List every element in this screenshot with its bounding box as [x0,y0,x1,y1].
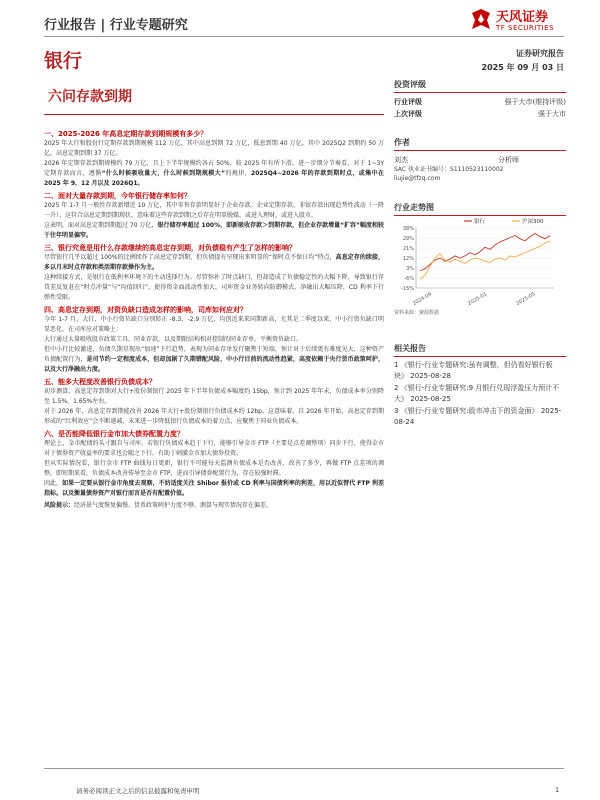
author-name: 刘杰 [394,156,408,164]
trend-chart-svg [394,216,566,308]
related-heading: 相关报告 [394,340,566,357]
y-tick-label: 29% [402,236,414,242]
text-run: 理论上，金市配债的头寸跟自与司库。若银行负债成本趋于下行，能够引导金市 FTP（主要是点差调整项）同步下行，使得金市对于债券资产收益率的要求也会随之下行，有助于刺激金市加大债券投资。 [44,440,384,457]
author-block [394,155,566,183]
bold-text-run: 银行储存率超过 100%，即新吸收存款＞到期存款，但企业存款增量“扩容”幅度相较于往年明显偏窄。 [44,222,385,239]
industry-title: 银行 [44,50,83,72]
section-heading: 六、是否能降低银行金市加大债券配置力度？ [44,430,184,438]
body-paragraph [44,479,384,499]
chart-source: 资料来源：聚源数据 [394,310,440,316]
series-line-bank [420,233,550,271]
body-paragraph [44,335,384,345]
footer-divider [44,768,564,769]
section-heading: 二、面对大量存款到期，今年银行储存率如何？ [44,192,191,200]
section-heading: 一、2025-2026 年高息定期存款到期规模有多少？ [44,130,208,138]
report-section [44,305,384,375]
logo-subtitle: TF SECURITIES [496,24,555,32]
footer-disclaimer: 请务必阅读正文之后的信息披露和免责申明 [76,787,200,795]
main-column [44,76,384,511]
text-run: 今年 1-7 月，大行、中小行资负缺口分别转正 -8.3、-2.9 万亿，均创近来来同期新高，尤其是二季度以来，中小行资负缺口明显恶化，在司库应对策略上： [44,316,384,333]
text-run: 但从实际情况看，银行金市 FTP 曲线每日更新，银行不可能每天监测负债成本是否改善、改善了多少，再做 FTP 点差项的调整。即短期来看，负债成本改善传导至金市 FTP，进而引导债券配置行为，存在较强时滞。 [44,460,384,477]
body-paragraph [44,253,384,273]
report-body [44,129,384,499]
author-email[interactable]: liujie@tfzq.com [394,175,441,182]
text-run: 尽管银行几乎以超过 100%的比例续作了高息定存到期，但负债提有呈现出来明显的“保时点不保日均”特点， [44,254,336,261]
author-heading: 作者 [394,134,566,151]
related-num: 2 [394,384,399,392]
related-title: 《银行-行业专题研究:虽有调整，但仍看好银行板块》 [394,361,553,380]
body-paragraph [44,459,384,479]
body-paragraph [44,273,384,303]
logo-name: 天风证券 [496,10,549,25]
x-tick-label: 2024-09 [411,291,433,307]
industry-trend-chart [394,216,566,308]
body-paragraph [44,221,384,241]
related-report-item[interactable] [394,406,566,428]
section-heading: 三、银行究竟是用什么存款继续的高息定存到期，对负债稳有产生了怎样的影响？ [44,244,296,252]
logo-mark-icon [470,8,492,32]
bold-text-run: 是司节约一定程度成本，但却加剧了久期错配风险，中小行目前的流动性趋紧，高度依赖于央行货币政策呵护，以及大行净融出力度。 [44,356,384,373]
report-type: 证券研究报告 [516,49,564,58]
rating-row-industry [394,96,566,108]
company-logo [470,6,566,40]
report-section [44,429,384,499]
rating-row-previous [394,108,566,120]
related-title: 《银行-行业专题研究:9 月银行兑现浮盈压力预计不大》 [394,384,560,403]
bold-text-run: 高息定存的续接，多以月末时点存款和类活期存款操作为主。 [44,254,384,271]
series-line-hs300 [420,241,550,280]
text-run: 对于 2026 年，高息定存到期能改善 2026 年大行+股份制银行负债成本约 12bp。这意味着，自 2026 年开始，高息定存到期形成的“红利效应”会不断递减，未来进一步降低银行负债成本的着力点，应聚焦于同业负债成本。 [44,408,384,425]
body-paragraph [44,201,384,221]
text-run: 但中小行比较激进，负债久期星现出“加速”下行趋势，表现为同业存单发行聚焦于短端，预计对于后续更有难度见大，这种资产负债配置行为， [44,346,384,363]
breadcrumb: 行业报告 | 行业专题研究 [44,18,188,33]
risk-label: 风险提示： [44,502,75,509]
rating-value: 强于大市 [538,110,566,118]
risk-warning [44,501,384,511]
bold-text-run: 如果一定要从银行金市角度去观察，不妨适度关注 Shibor 报价或 CD 利率与国债利率的利差，用以近似替代 FTP 利差指标。以及衡量债券资产对银行而言是否有配置价值。 [44,480,384,497]
x-tick-label: 2025-05 [515,291,537,307]
x-tick-label: 2025-01 [467,291,489,307]
related-num: 3 [394,407,399,415]
text-run: 初步测算，高息定存到期对大行+股份制银行 2025 年下半年负债成本幅度约 15bp，预计到 2025 年年末，负债成本率分别降至 1.5%、1.65%左右。 [44,388,384,405]
text-run: 这表明，面对高息定期到期超过 70 万亿， [44,222,158,229]
rating-value: 强于大市(维持评级) [504,98,566,106]
page-number: 1 [555,786,560,794]
text-run: 这种续接方式，是银行在低利率环境下的主动选择行为。尽管弥补了时点缺口，但却造成了负债稳定性的大幅下降，导致银行存贷差反复赶在“时点冲量”与“均值回归”，使得资金面波动性加大，司库资金业务转向防御模式，净融出大幅压降，CD 利率下行弹性受限。 [44,274,384,301]
header-divider [44,36,564,37]
y-tick-label: -6% [404,276,414,282]
body-paragraph [44,159,384,189]
report-section [44,129,384,189]
report-date: 2025 年 09 月 03 日 [481,63,564,72]
y-tick-label: 38% [402,226,414,232]
author-name-row [394,155,519,165]
rating-heading: 投资评级 [394,76,566,93]
author-cert: SAC 执业证书编号：S1110523110002 [394,166,504,173]
report-section [44,377,384,427]
related-date: 2025-08-24 [394,407,562,426]
body-paragraph [44,139,384,159]
related-date: 2025-08-25 [410,395,451,403]
section-heading: 五、能多大程度改善银行负债成本？ [44,378,156,386]
section-heading: 四、高息定存到期，对资负缺口造成怎样的影响，司库如何应对？ [44,306,247,314]
legend-label: 沪深300 [522,219,544,225]
related-num: 1 [394,361,399,369]
body-paragraph [44,315,384,335]
bold-text-run: 2025Q4~2026 年的存款到期时点，或集中在 2025 年 9、12 月以及 2026Q1。 [44,170,384,187]
rating-label: 上次评级 [394,110,422,118]
text-run: 因此， [44,480,63,487]
y-tick-label: 12% [402,256,414,262]
y-tick-label: 21% [402,246,414,252]
report-section [44,243,384,303]
y-tick-label: 3% [406,266,414,272]
text-run: 2025 年 1-7 月一般性存款新增近 10 万亿，其中零售存款明显好于企业存款。企业定期存款、非银存款出现趋势性波动（一降一升）。这符合高息定期到期现状，意味着这些存款到期之后存在明显脱媒，或进入理财，或进入股市。 [44,202,384,219]
chart-heading: 行业走势图 [394,199,566,216]
report-section [44,191,384,241]
rating-list [394,96,566,120]
bold-text-run: “什么时候吸收量大，什么时候到期规模大” [101,170,226,177]
sidebar [394,76,566,429]
related-title: 《银行-行业专题研究:股市冲击下的资金面》 [400,407,539,415]
body-paragraph [44,387,384,407]
text-run: 2025 年大行和股份行定期存款到期规模 112 万亿，其中高息到期 72 万亿，低息到期 40 万亿。其中 2025Q2 到期约 50 万亿，高息定期到期 37 万亿。 [44,140,384,157]
text-run: 的规律， [225,170,252,177]
related-date: 2025-08-28 [410,372,451,380]
body-paragraph [44,439,384,459]
related-report-item[interactable] [394,360,566,382]
related-report-item[interactable] [394,383,566,405]
text-run: 大行通过大量吸收股市政策工具，同业存款，以及期限结构相对控制的同业存单，平衡资负缺口。 [44,336,303,343]
body-paragraph [44,345,384,375]
risk-text: 经济景气度恢复偏慢、货币政策呵护力度不够、测算与现实情况存在偏差。 [74,502,273,509]
body-paragraph [44,407,384,427]
author-role: 分析师 [498,156,519,164]
text-run: 2026 年定期存款到期规模约 79 万亿，且上下半年规模约各占 50%，较 2025 年有所下滑。进一步细分节奏看，对于 1~3Y 定期存款而言，遵循 [44,160,384,177]
y-tick-label: -15% [401,286,414,292]
legend-label: 银行 [474,219,486,225]
rating-label: 行业评级 [394,98,422,106]
related-list [394,360,566,428]
report-title: 六问存款到期 [44,76,384,115]
